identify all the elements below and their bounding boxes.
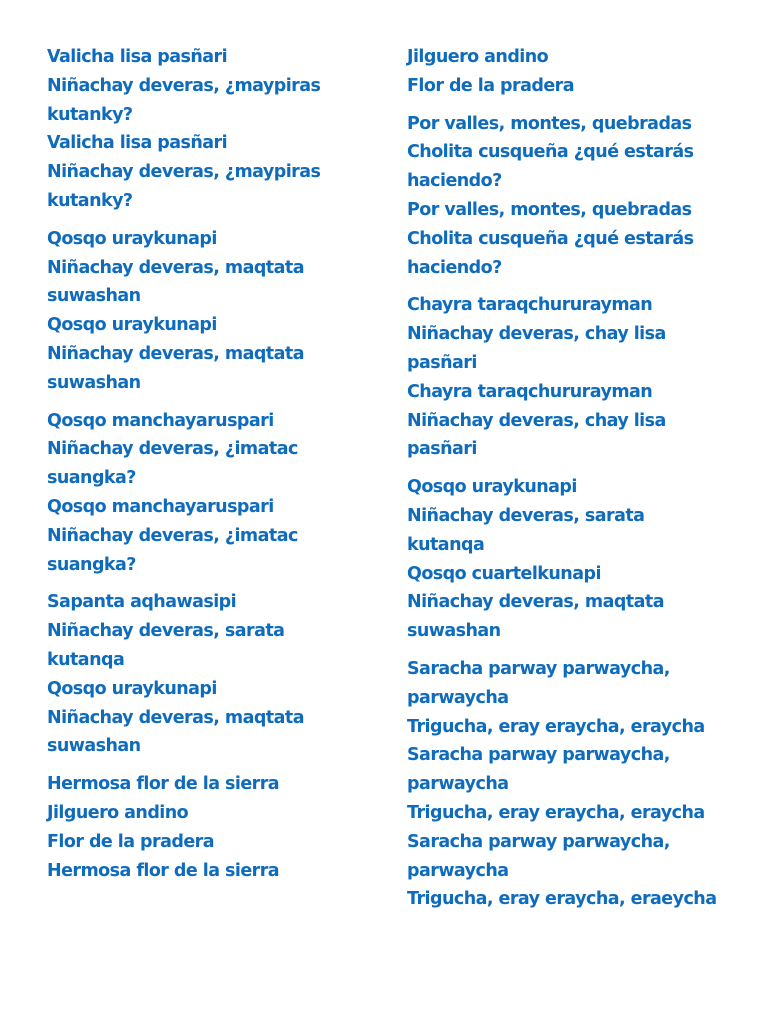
lyric-line: Hermosa flor de la sierra (47, 774, 280, 795)
lyric-line: parwaycha (407, 774, 509, 795)
lyric-line: Niñachay deveras, maqtata (47, 257, 304, 278)
lyric-line: suwashan (47, 286, 141, 307)
lyric-line: haciendo? (407, 257, 502, 278)
lyric-line: Niñachay deveras, sarata (407, 505, 645, 526)
lyric-line: Qosqo manchayaruspari (47, 496, 274, 517)
lyric-line: pasñari (407, 439, 477, 460)
lyric-line: kutanqa (407, 534, 485, 555)
lyric-line: Trigucha, eray eraycha, eraycha (407, 716, 705, 737)
lyric-line: suangka? (47, 468, 136, 489)
lyric-line: suwashan (407, 621, 501, 642)
stanza (47, 407, 377, 580)
lyric-line: pasñari (407, 352, 477, 373)
lyric-line: suangka? (47, 554, 136, 575)
stanza (47, 43, 377, 216)
lyric-line: Flor de la pradera (47, 831, 214, 852)
lyric-line: Cholita cusqueña ¿qué estarás (407, 228, 694, 249)
lyric-line: Cholita cusqueña ¿qué estarás (407, 142, 694, 163)
stanza (407, 43, 752, 101)
lyric-line: Valicha lisa pasñari (47, 133, 228, 154)
lyric-line: parwaycha (407, 860, 509, 881)
right-column (407, 43, 752, 923)
lyric-line: Trigucha, eray eraycha, eraycha (407, 802, 705, 823)
left-column (47, 43, 377, 894)
stanza (407, 110, 752, 283)
lyric-line: Qosqo uraykunapi (47, 678, 217, 699)
lyric-line: Niñachay deveras, chay lisa (407, 324, 666, 345)
lyric-line: Flor de la pradera (407, 75, 574, 96)
lyric-line: kutanky? (47, 190, 133, 211)
lyric-line: Niñachay deveras, maqtata (407, 592, 664, 613)
lyric-line: Saracha parway parwaycha, (407, 745, 670, 766)
lyric-line: Chayra taraqchururayman (407, 295, 653, 316)
lyric-line: kutanky? (47, 104, 133, 125)
lyric-line: Qosqo cuartelkunapi (407, 563, 601, 584)
lyric-line: Saracha parway parwaycha, (407, 831, 670, 852)
lyric-line: suwashan (47, 372, 141, 393)
lyric-line: Qosqo uraykunapi (47, 315, 217, 336)
stanza (407, 291, 752, 464)
lyric-line: Qosqo uraykunapi (47, 228, 217, 249)
lyric-line: Niñachay deveras, sarata (47, 621, 285, 642)
lyric-line: Chayra taraqchururayman (407, 381, 653, 402)
lyric-line: suwashan (47, 736, 141, 757)
lyric-line: Niñachay deveras, ¿maypiras (47, 75, 321, 96)
stanza (47, 770, 377, 885)
lyric-line: Niñachay deveras, chay lisa (407, 410, 666, 431)
lyric-line: Por valles, montes, quebradas (407, 113, 692, 134)
lyric-line: Qosqo uraykunapi (407, 477, 577, 498)
lyric-line: kutanqa (47, 649, 125, 670)
lyric-line: Trigucha, eray eraycha, eraeycha (407, 889, 717, 910)
stanza (407, 655, 752, 914)
stanza (47, 225, 377, 398)
lyric-line: Niñachay deveras, ¿maypiras (47, 162, 321, 183)
lyric-line: Por valles, montes, quebradas (407, 199, 692, 220)
lyric-line: Saracha parway parwaycha, (407, 658, 670, 679)
lyric-line: Jilguero andino (47, 802, 189, 823)
lyric-line: Niñachay deveras, maqtata (47, 707, 304, 728)
lyric-line: Jilguero andino (407, 47, 549, 67)
stanza (47, 588, 377, 761)
stanza (407, 473, 752, 646)
lyric-line: Niñachay deveras, ¿imatac (47, 525, 298, 546)
lyric-line: Valicha lisa pasñari (47, 47, 228, 67)
lyric-line: Sapanta aqhawasipi (47, 592, 237, 613)
lyric-line: Qosqo manchayaruspari (47, 410, 274, 431)
lyric-line: Hermosa flor de la sierra (47, 860, 280, 881)
lyric-line: Niñachay deveras, ¿imatac (47, 439, 298, 460)
lyric-line: haciendo? (407, 171, 502, 192)
lyric-line: parwaycha (407, 687, 509, 708)
lyric-line: Niñachay deveras, maqtata (47, 343, 304, 364)
